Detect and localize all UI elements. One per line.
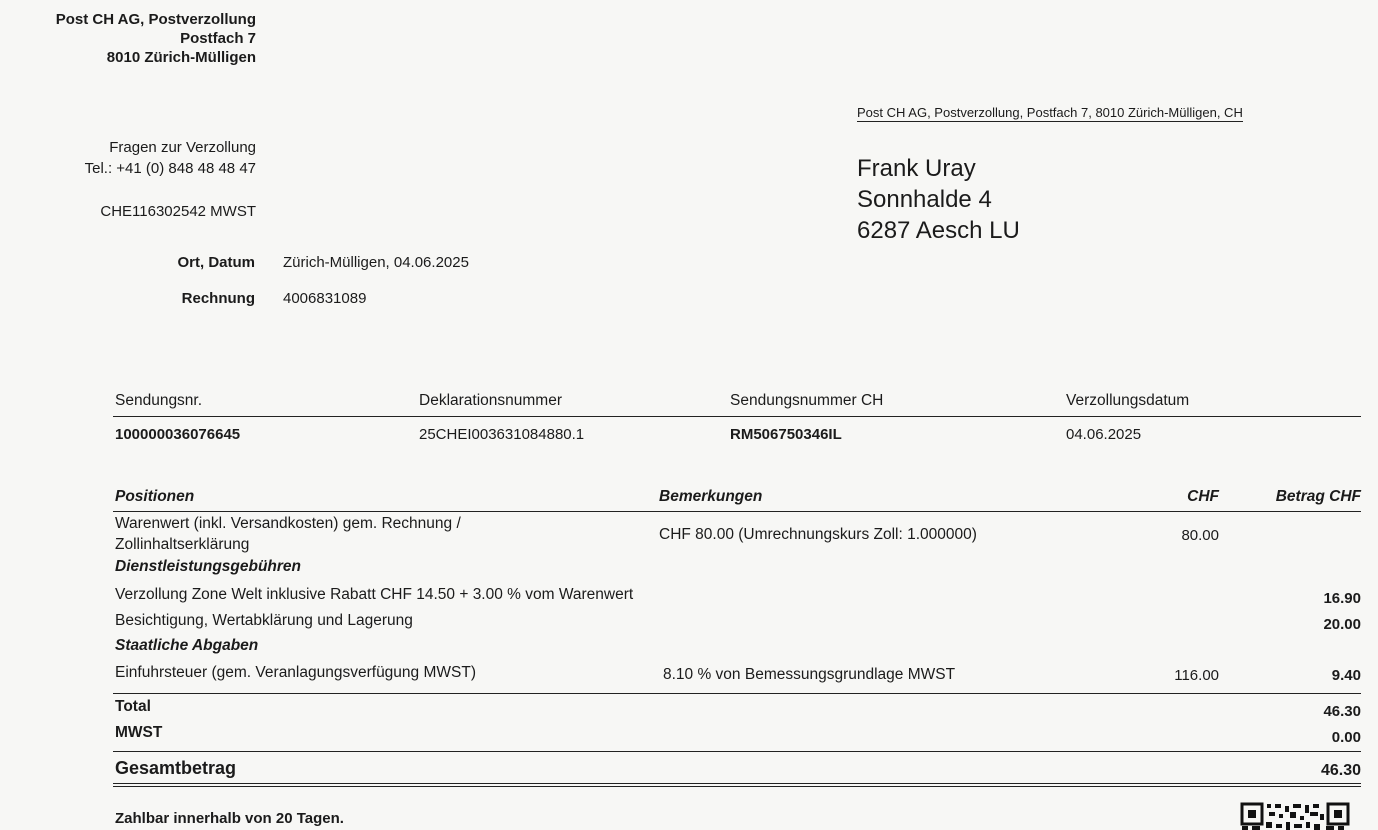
shipment-header-number: Sendungsnr. xyxy=(115,392,203,409)
contact-info xyxy=(85,137,256,179)
grand-total-label: Gesamtbetrag xyxy=(115,758,237,778)
contact-phone: Tel.: +41 (0) 848 48 48 47 xyxy=(84,160,256,177)
import-tax-text: Einfuhrsteuer (gem. Veranlagungsverfügung MWST) xyxy=(115,664,476,681)
ch-shipment-number: RM506750346IL xyxy=(730,426,842,443)
chf-header: CHF xyxy=(1187,488,1219,505)
shipment-number: 100000036076645 xyxy=(115,426,241,443)
divider xyxy=(113,693,1361,694)
shipment-header-ch-number: Sendungsnummer CH xyxy=(730,392,884,409)
goods-chf: 80.00 xyxy=(1181,527,1219,544)
vat-number: CHE116302542 MWST xyxy=(100,203,256,220)
goods-remark: CHF 80.00 (Umrechnungskurs Zoll: 1.000000) xyxy=(659,526,977,543)
service-clearance-text: Verzollung Zone Welt inklusive Rabatt CHF 14.50 + 3.00 % vom Warenwert xyxy=(115,586,634,603)
service-inspection-amount: 20.00 xyxy=(1323,616,1361,633)
sender-city: 8010 Zürich-Mülligen xyxy=(106,49,256,66)
place-date-value: Zürich-Mülligen, 04.06.2025 xyxy=(283,254,469,271)
remarks-header: Bemerkungen xyxy=(659,488,763,505)
import-tax-remark: 8.10 % von Bemessungsgrundlage MWST xyxy=(663,666,956,683)
import-tax-chf: 116.00 xyxy=(1174,667,1219,684)
goods-line-2: Zollinhaltserklärung xyxy=(115,536,250,553)
service-inspection-text: Besichtigung, Wertabklärung und Lagerung xyxy=(115,612,413,629)
amount-header: Betrag CHF xyxy=(1275,488,1361,505)
declaration-number: 25CHEI003631084880.1 xyxy=(419,426,585,443)
clearance-date: 04.06.2025 xyxy=(1066,426,1142,443)
divider xyxy=(113,751,1361,752)
shipment-header-declaration: Deklarationsnummer xyxy=(419,392,562,409)
total-value: 46.30 xyxy=(1323,703,1361,720)
recipient-city: 6287 Aesch LU xyxy=(857,217,1020,244)
state-duties-heading: Staatliche Abgaben xyxy=(115,637,259,654)
sender-name: Post CH AG, Postverzollung xyxy=(55,11,256,28)
recipient-street: Sonnhalde 4 xyxy=(857,186,992,213)
contact-questions: Fragen zur Verzollung xyxy=(109,139,256,156)
service-clearance-amount: 16.90 xyxy=(1323,590,1361,607)
divider xyxy=(113,416,1361,417)
total-label: Total xyxy=(115,698,151,715)
payment-note: Zahlbar innerhalb von 20 Tagen. xyxy=(115,810,344,827)
invoice-label: Rechnung xyxy=(181,290,255,307)
import-tax-amount: 9.40 xyxy=(1331,667,1361,684)
return-address: Post CH AG, Postverzollung, Postfach 7, 8010 Zürich-Mülligen, CH xyxy=(857,105,1243,120)
goods-value-description xyxy=(115,513,461,555)
divider xyxy=(113,786,1361,787)
place-date-label: Ort, Datum xyxy=(177,254,255,271)
vat-value: 0.00 xyxy=(1331,729,1361,746)
recipient-name: Frank Uray xyxy=(857,155,976,182)
goods-line-1: Warenwert (inkl. Versandkosten) gem. Rechnung / xyxy=(115,515,461,532)
divider xyxy=(113,511,1361,512)
recipient-address xyxy=(857,153,1020,246)
sender-address xyxy=(56,10,256,67)
grand-total-value: 46.30 xyxy=(1320,762,1361,779)
divider xyxy=(113,783,1361,784)
vat-label: MWST xyxy=(115,724,163,741)
service-fees-heading: Dienstleistungsgebühren xyxy=(115,558,302,575)
positions-header: Positionen xyxy=(115,488,195,505)
qr-code-icon xyxy=(1240,802,1350,830)
invoice-number: 4006831089 xyxy=(283,290,367,307)
shipment-header-date: Verzollungsdatum xyxy=(1066,392,1190,409)
sender-street: Postfach 7 xyxy=(180,30,256,47)
